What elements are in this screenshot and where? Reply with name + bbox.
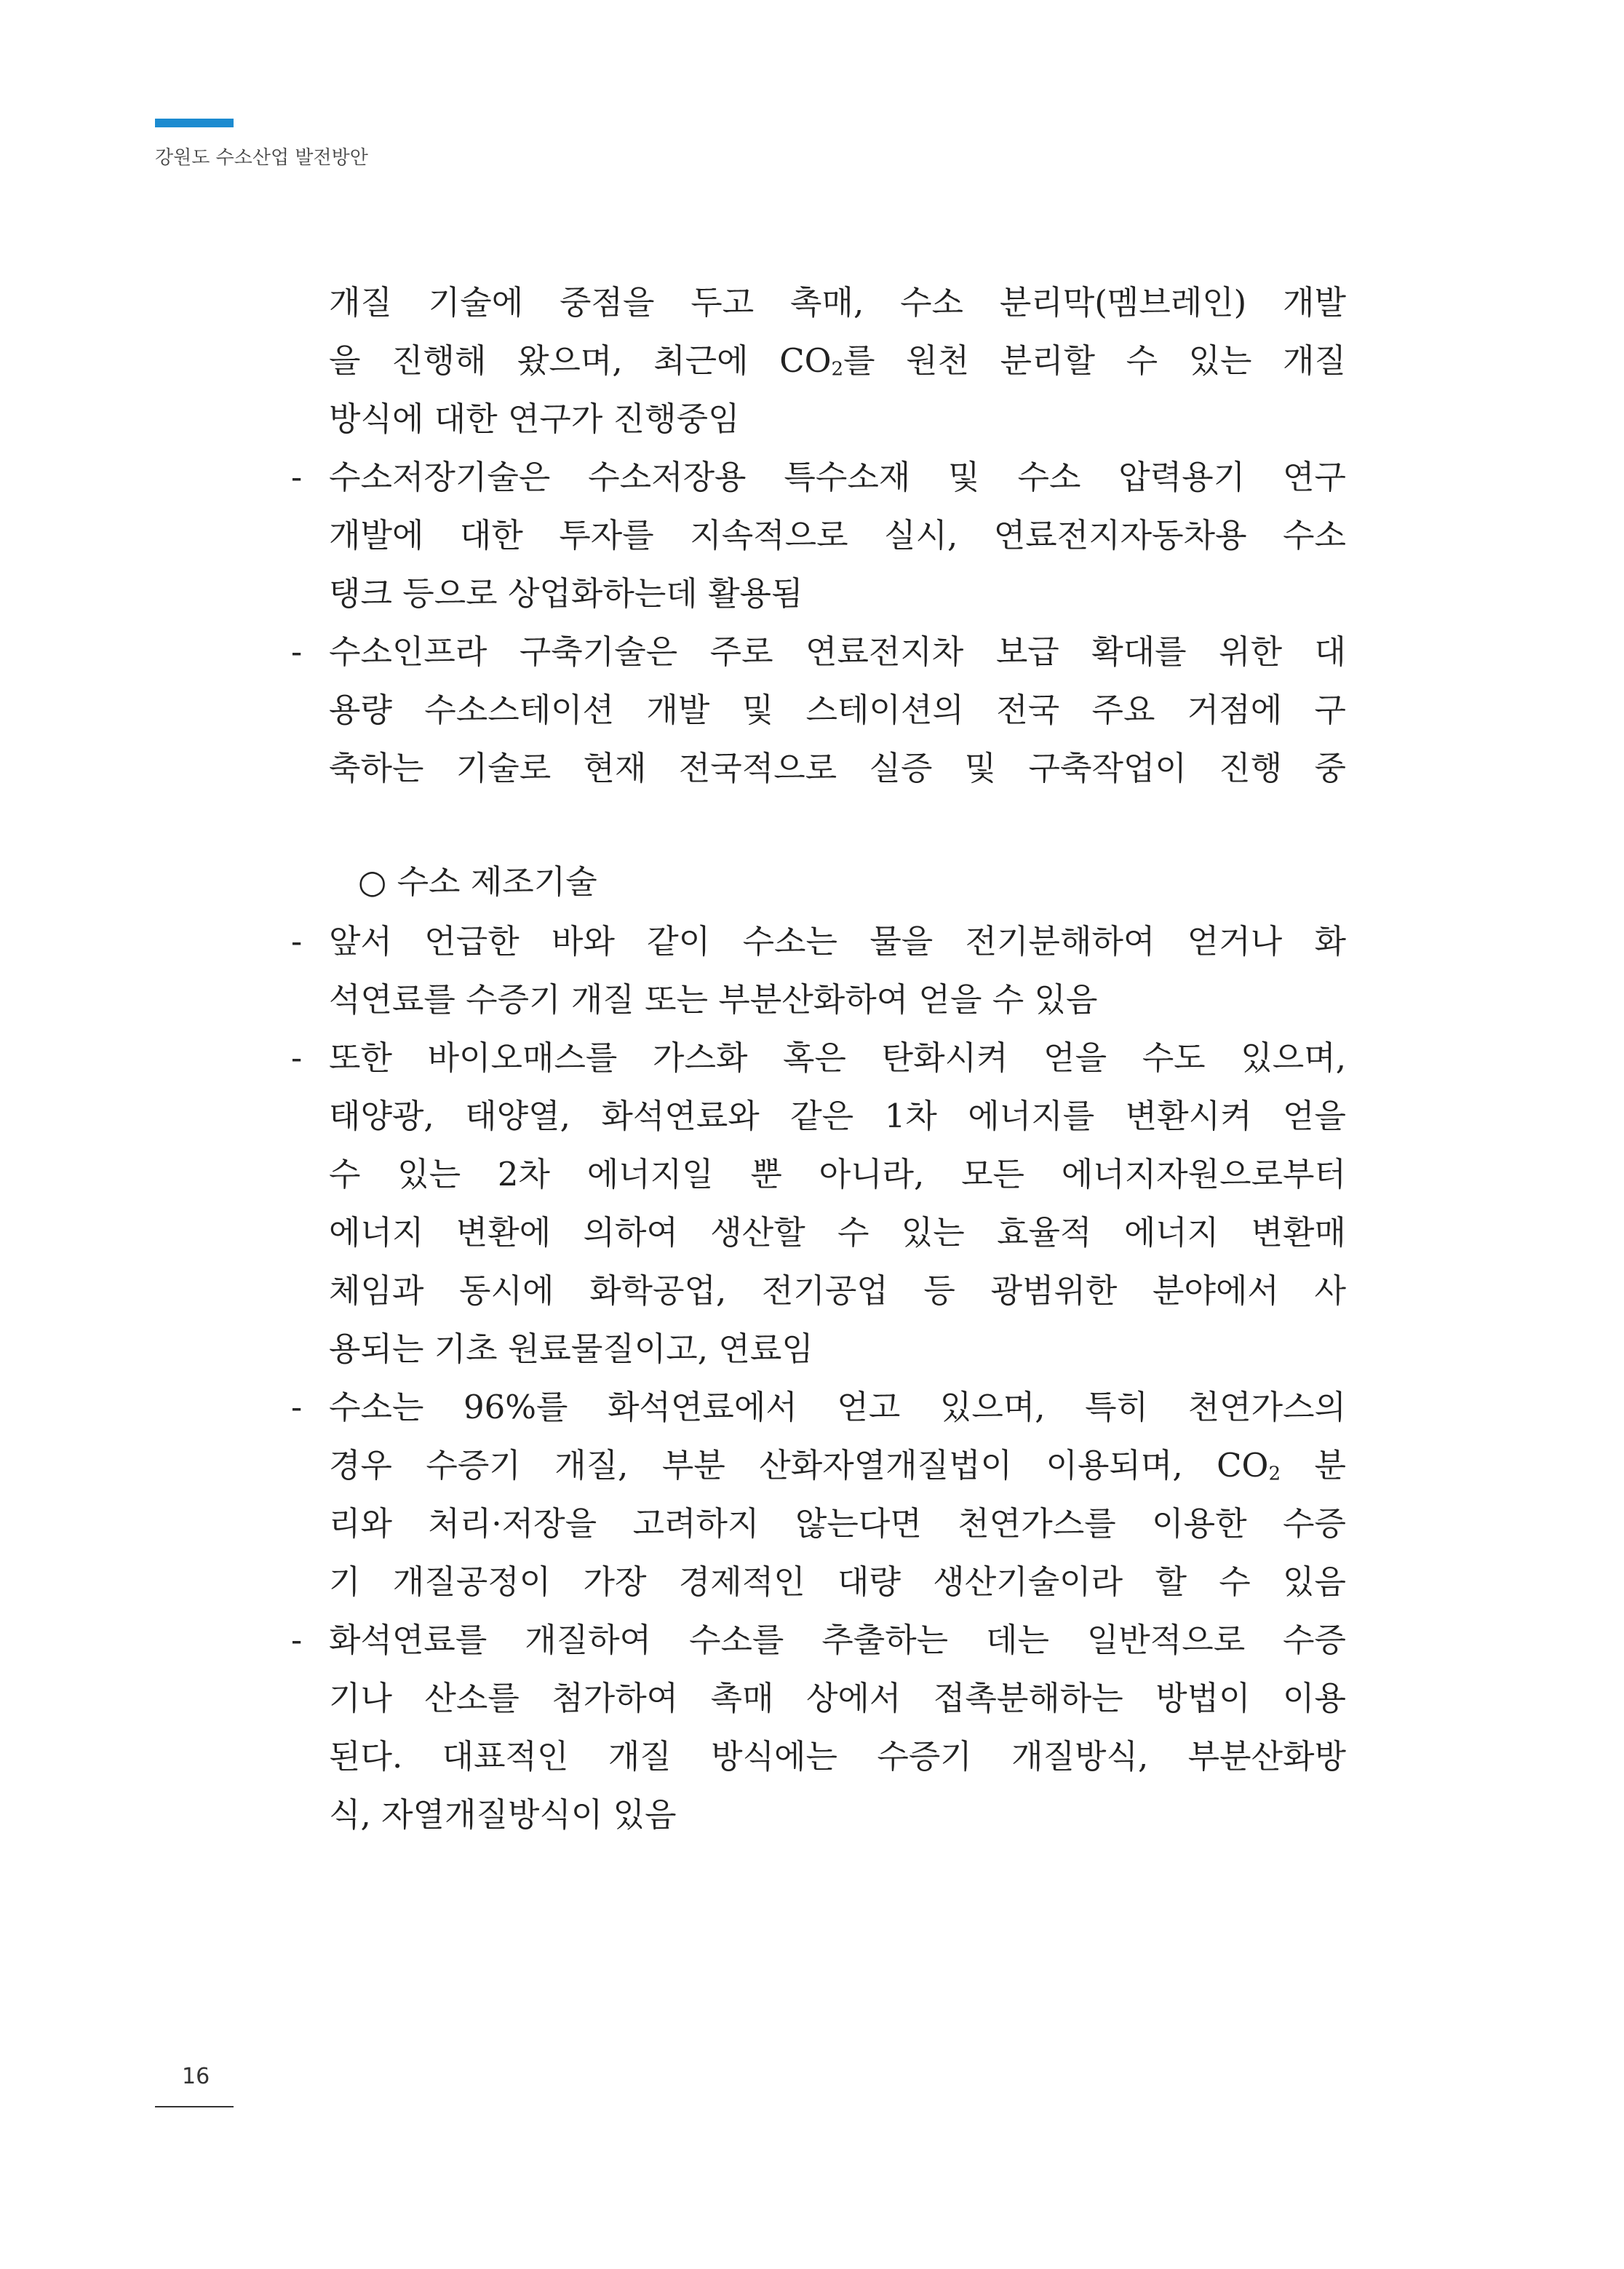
bullet-dash: - bbox=[291, 458, 303, 496]
text-line: 축하는 기술로 현재 전국적으로 실증 및 구축작업이 진행 중 bbox=[329, 749, 1346, 787]
text-line: 탱크 등으로 상업화하는데 활용됨 bbox=[329, 574, 803, 613]
bullet-line: - 화석연료를 개질하여 수소를 추출하는 데는 일반적으로 수증 bbox=[329, 1618, 1346, 1662]
page-number: 16 bbox=[182, 2064, 210, 2089]
text-line: 용량 수소스테이션 개발 및 스테이션의 전국 주요 거점에 구 bbox=[329, 691, 1346, 729]
bullet-dash: - bbox=[291, 922, 303, 961]
text-line: 체임과 동시에 화학공업, 전기공업 등 광범위한 분야에서 사 bbox=[329, 1271, 1346, 1310]
text-line: 수 있는 2차 에너지일 뿐 아니라, 모든 에너지자원으로부터 bbox=[329, 1155, 1346, 1193]
text-line: 개발에 대한 투자를 지속적으로 실시, 연료전지자동차용 수소 bbox=[329, 516, 1346, 555]
running-header-title: 강원도 수소산업 발전방안 bbox=[155, 147, 368, 169]
footer-rule bbox=[155, 2106, 234, 2107]
text-line: 리와 처리·저장을 고려하지 않는다면 천연가스를 이용한 수증 bbox=[329, 1504, 1346, 1543]
section-heading: ○ 수소 제조기술 bbox=[358, 862, 597, 901]
bullet-line: - 또한 바이오매스를 가스화 혹은 탄화시켜 얻을 수도 있으며, bbox=[329, 1036, 1346, 1080]
text-line: 기나 산소를 첨가하여 촉매 상에서 접촉분해하는 방법이 이용 bbox=[329, 1679, 1346, 1717]
text-line: 개질 기술에 중점을 두고 촉매, 수소 분리막(멤브레인) 개발 bbox=[329, 283, 1346, 322]
bullet-line: - 수소인프라 구축기술은 주로 연료전지차 보급 확대를 위한 대 bbox=[329, 630, 1346, 674]
bullet-line: - 앞서 언급한 바와 같이 수소는 물을 전기분해하여 얻거나 화 bbox=[329, 920, 1346, 963]
bullet-dash: - bbox=[291, 1388, 303, 1426]
text-line: 방식에 대한 연구가 진행중임 bbox=[329, 400, 740, 438]
text-line: 석연료를 수증기 개질 또는 부분산화하여 얻을 수 있음 bbox=[329, 980, 1098, 1019]
bullet-dash: - bbox=[291, 1038, 303, 1077]
co2-formula: $CO_2$ bbox=[1217, 1446, 1281, 1485]
bullet-dash: - bbox=[291, 632, 303, 671]
text-line-with-formula: 경우 수증기 개질, 부분 산화자열개질법이 이용되며, $CO_2$ 분 bbox=[329, 1446, 1346, 1485]
header-accent-bar bbox=[155, 119, 234, 127]
text-line-with-formula: 을 진행해 왔으며, 최근에 $CO_2$를 원천 분리할 수 있는 개질 bbox=[329, 341, 1346, 381]
text-line: 태양광, 태양열, 화석연료와 같은 1차 에너지를 변환시켜 얻을 bbox=[329, 1097, 1346, 1135]
text-line: 용되는 기초 원료물질이고, 연료임 bbox=[329, 1330, 813, 1368]
text-line: 식, 자열개질방식이 있음 bbox=[329, 1795, 677, 1834]
bullet-line: - 수소는 96%를 화석연료에서 얻고 있으며, 특히 천연가스의 bbox=[329, 1386, 1346, 1429]
co2-formula: $CO_2$ bbox=[779, 341, 844, 381]
text-line: 된다. 대표적인 개질 방식에는 수증기 개질방식, 부분산화방 bbox=[329, 1737, 1346, 1776]
text-line: 에너지 변환에 의하여 생산할 수 있는 효율적 에너지 변환매 bbox=[329, 1213, 1346, 1252]
text-line: 기 개질공정이 가장 경제적인 대량 생산기술이라 할 수 있음 bbox=[329, 1562, 1346, 1601]
bullet-dash: - bbox=[291, 1621, 303, 1659]
bullet-line: - 수소저장기술은 수소저장용 특수소재 및 수소 압력용기 연구 bbox=[329, 456, 1346, 499]
